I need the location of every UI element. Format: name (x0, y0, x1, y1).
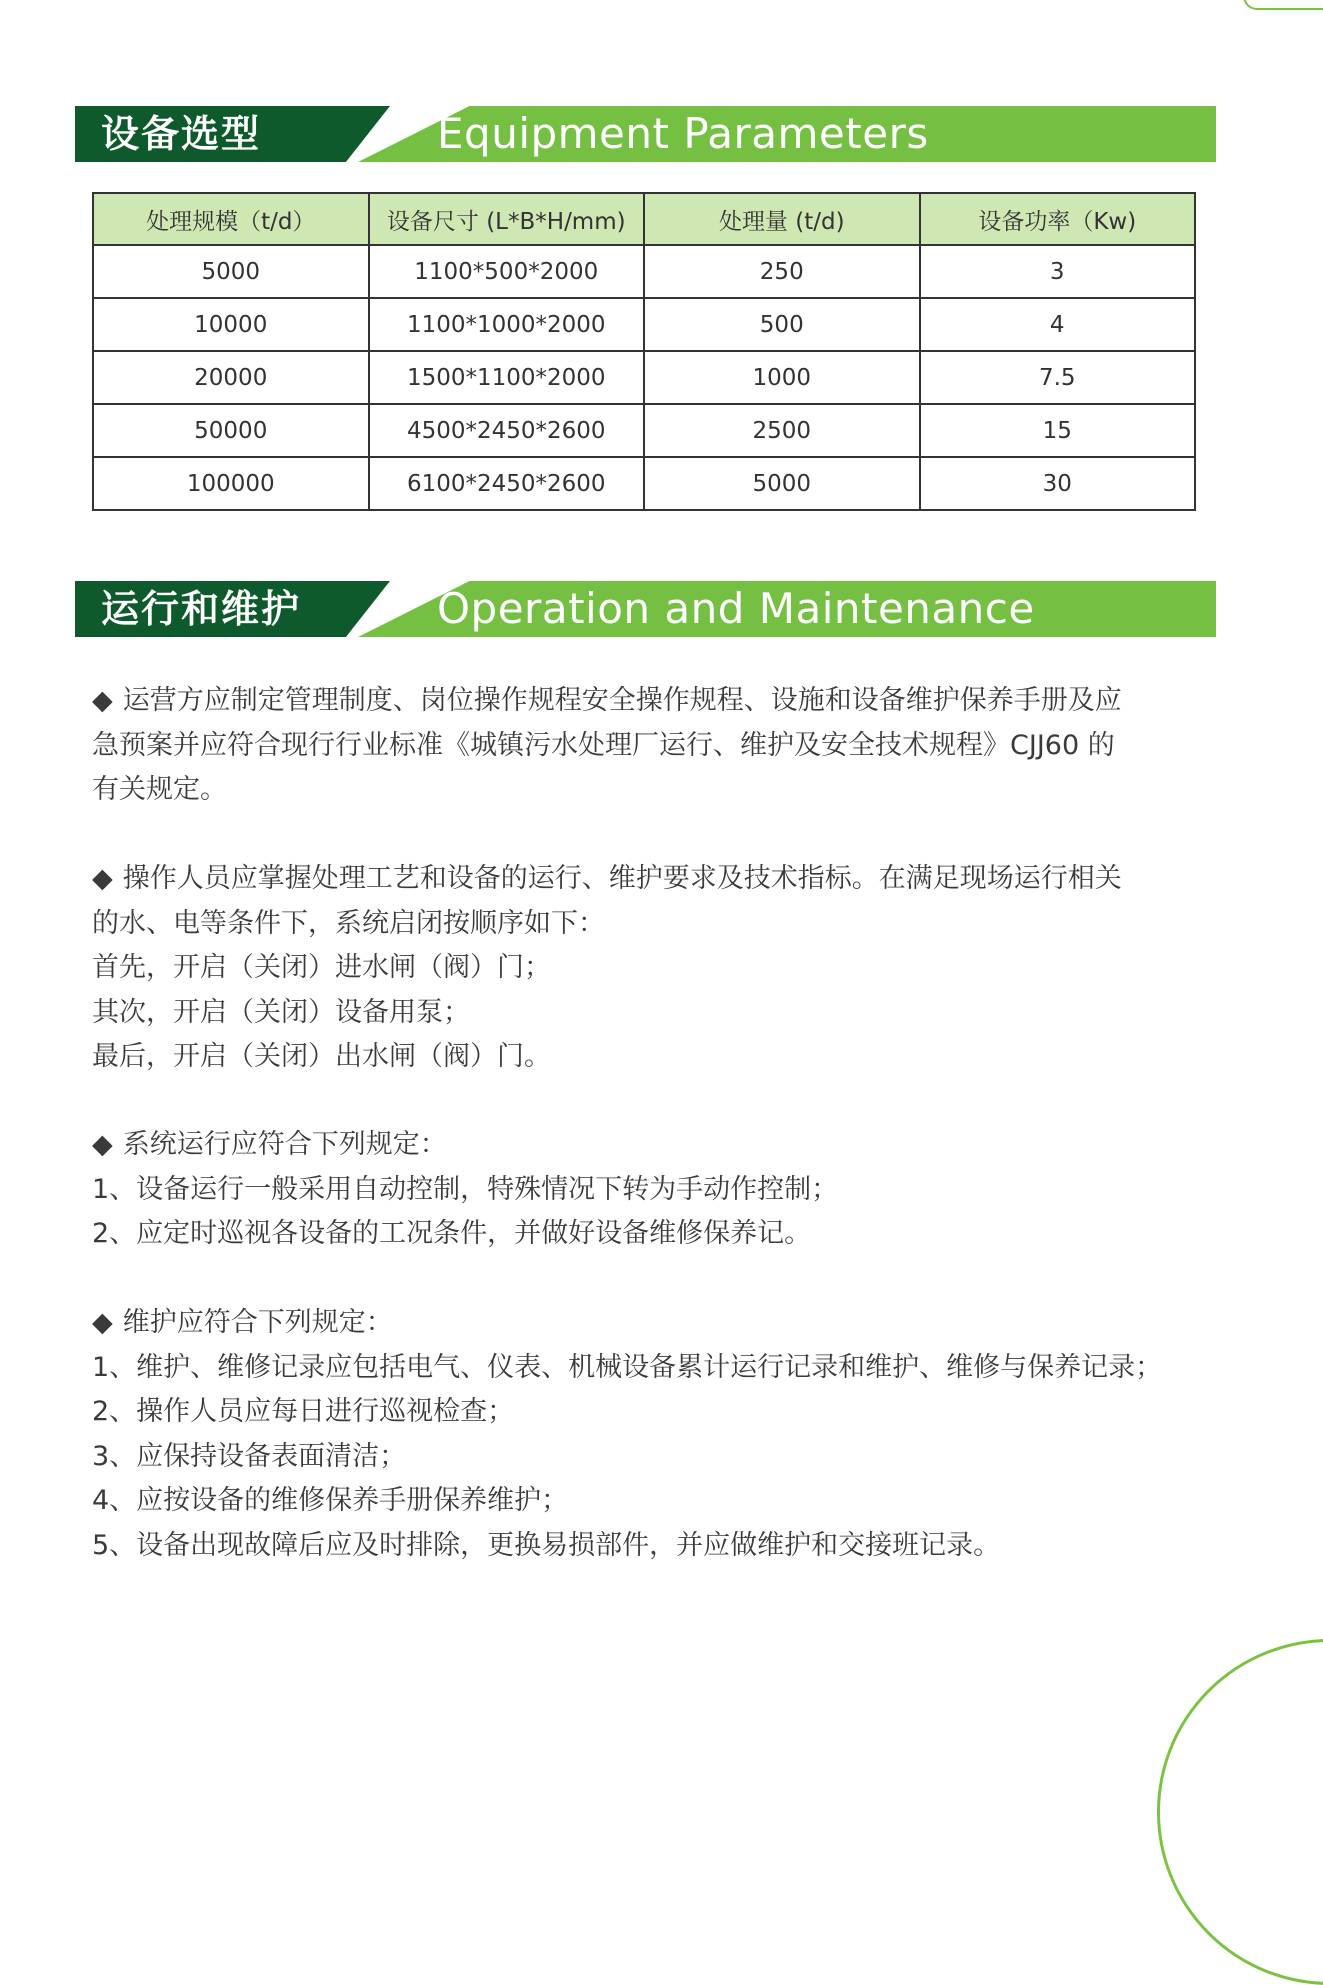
text-line: ◆ 运营方应制定管理制度、岗位操作规程安全操作规程、设施和设备维护保养手册及应 (92, 685, 1122, 716)
table-cell: 6100*2450*2600 (369, 457, 645, 510)
text-line: 有关规定。 (92, 774, 227, 805)
text-line: 5、设备出现故障后应及时排除，更换易损部件，并应做维护和交接班记录。 (92, 1529, 1001, 1561)
text-line: 2、操作人员应每日进行巡视检查； (92, 1396, 515, 1427)
header-power: 设备功率（Kw) (920, 193, 1196, 245)
header-size: 设备尺寸 (L*B*H/mm) (369, 193, 645, 245)
table-row (93, 457, 1195, 510)
table-cell: 50000 (93, 404, 369, 457)
table-cell: 30 (920, 457, 1196, 510)
table-cell: 500 (644, 298, 920, 351)
table-cell: 20000 (93, 351, 369, 404)
operation-paragraph-3 (92, 1123, 1202, 1257)
equipment-parameters-table (92, 192, 1196, 511)
table-cell: 10000 (93, 298, 369, 351)
table-cell: 1100*1000*2000 (369, 298, 645, 351)
table-row (93, 298, 1195, 351)
table-cell: 250 (644, 245, 920, 298)
corner-decoration-top (1243, 0, 1323, 10)
text-line: 1、维护、维修记录应包括电气、仪表、机械设备累计运行记录和维护、维修与保养记录； (92, 1351, 1163, 1383)
text-line: 3、应保持设备表面清洁； (92, 1440, 407, 1472)
text-line: 4、应按设备的维修保养手册保养维护； (92, 1485, 569, 1516)
text-line: 其次，开启（关闭）设备用泵； (92, 996, 470, 1028)
equipment-section-header (75, 106, 1216, 162)
table-cell: 1000 (644, 351, 920, 404)
table-cell: 100000 (93, 457, 369, 510)
operation-title-cn: 运行和维护 (101, 586, 302, 631)
text-line: ◆ 系统运行应符合下列规定： (92, 1129, 447, 1160)
table-cell: 2500 (644, 404, 920, 457)
text-line: ◆ 维护应符合下列规定： (92, 1307, 393, 1338)
text-line: 急预案并应符合现行行业标准《城镇污水处理厂运行、维护及安全技术规程》CJJ60 的 (92, 729, 1115, 761)
table-row (93, 245, 1195, 298)
operation-title-en: Operation and Maintenance (437, 584, 1035, 633)
header-scale: 处理规模（t/d） (93, 193, 369, 245)
table-cell: 4 (920, 298, 1196, 351)
table-header-row (93, 193, 1195, 245)
table-row (93, 351, 1195, 404)
table-cell: 3 (920, 245, 1196, 298)
diamond-bullet-icon: ◆ (92, 1129, 113, 1160)
operation-paragraph-4 (92, 1301, 1202, 1568)
diamond-bullet-icon: ◆ (92, 863, 113, 894)
text-line: 2、应定时巡视各设备的工况条件，并做好设备维修保养记。 (92, 1218, 812, 1249)
text-line: 1、设备运行一般采用自动控制，特殊情况下转为手动作控制； (92, 1173, 839, 1205)
diamond-bullet-icon: ◆ (92, 685, 113, 716)
table-cell: 5000 (93, 245, 369, 298)
diamond-bullet-icon: ◆ (92, 1307, 113, 1338)
operation-paragraph-2 (92, 857, 1202, 1080)
corner-decoration-bottom (1157, 1639, 1323, 1985)
operation-section-header (75, 581, 1216, 637)
equipment-title-cn: 设备选型 (101, 111, 262, 156)
text-line: 最后，开启（关闭）出水闸（阀）门。 (92, 1041, 551, 1072)
operation-paragraph-1 (92, 679, 1202, 813)
table-cell: 5000 (644, 457, 920, 510)
header-capacity: 处理量 (t/d) (644, 193, 920, 245)
table-cell: 1500*1100*2000 (369, 351, 645, 404)
table-row (93, 404, 1195, 457)
table-cell: 15 (920, 404, 1196, 457)
text-line: 的水、电等条件下，系统启闭按顺序如下： (92, 907, 605, 939)
equipment-title-en: Equipment Parameters (437, 109, 929, 158)
table-cell: 7.5 (920, 351, 1196, 404)
text-line: 首先，开启（关闭）进水闸（阀）门； (92, 952, 551, 983)
table-cell: 4500*2450*2600 (369, 404, 645, 457)
table-cell: 1100*500*2000 (369, 245, 645, 298)
text-line: ◆ 操作人员应掌握处理工艺和设备的运行、维护要求及技术指标。在满足现场运行相关 (92, 863, 1122, 894)
